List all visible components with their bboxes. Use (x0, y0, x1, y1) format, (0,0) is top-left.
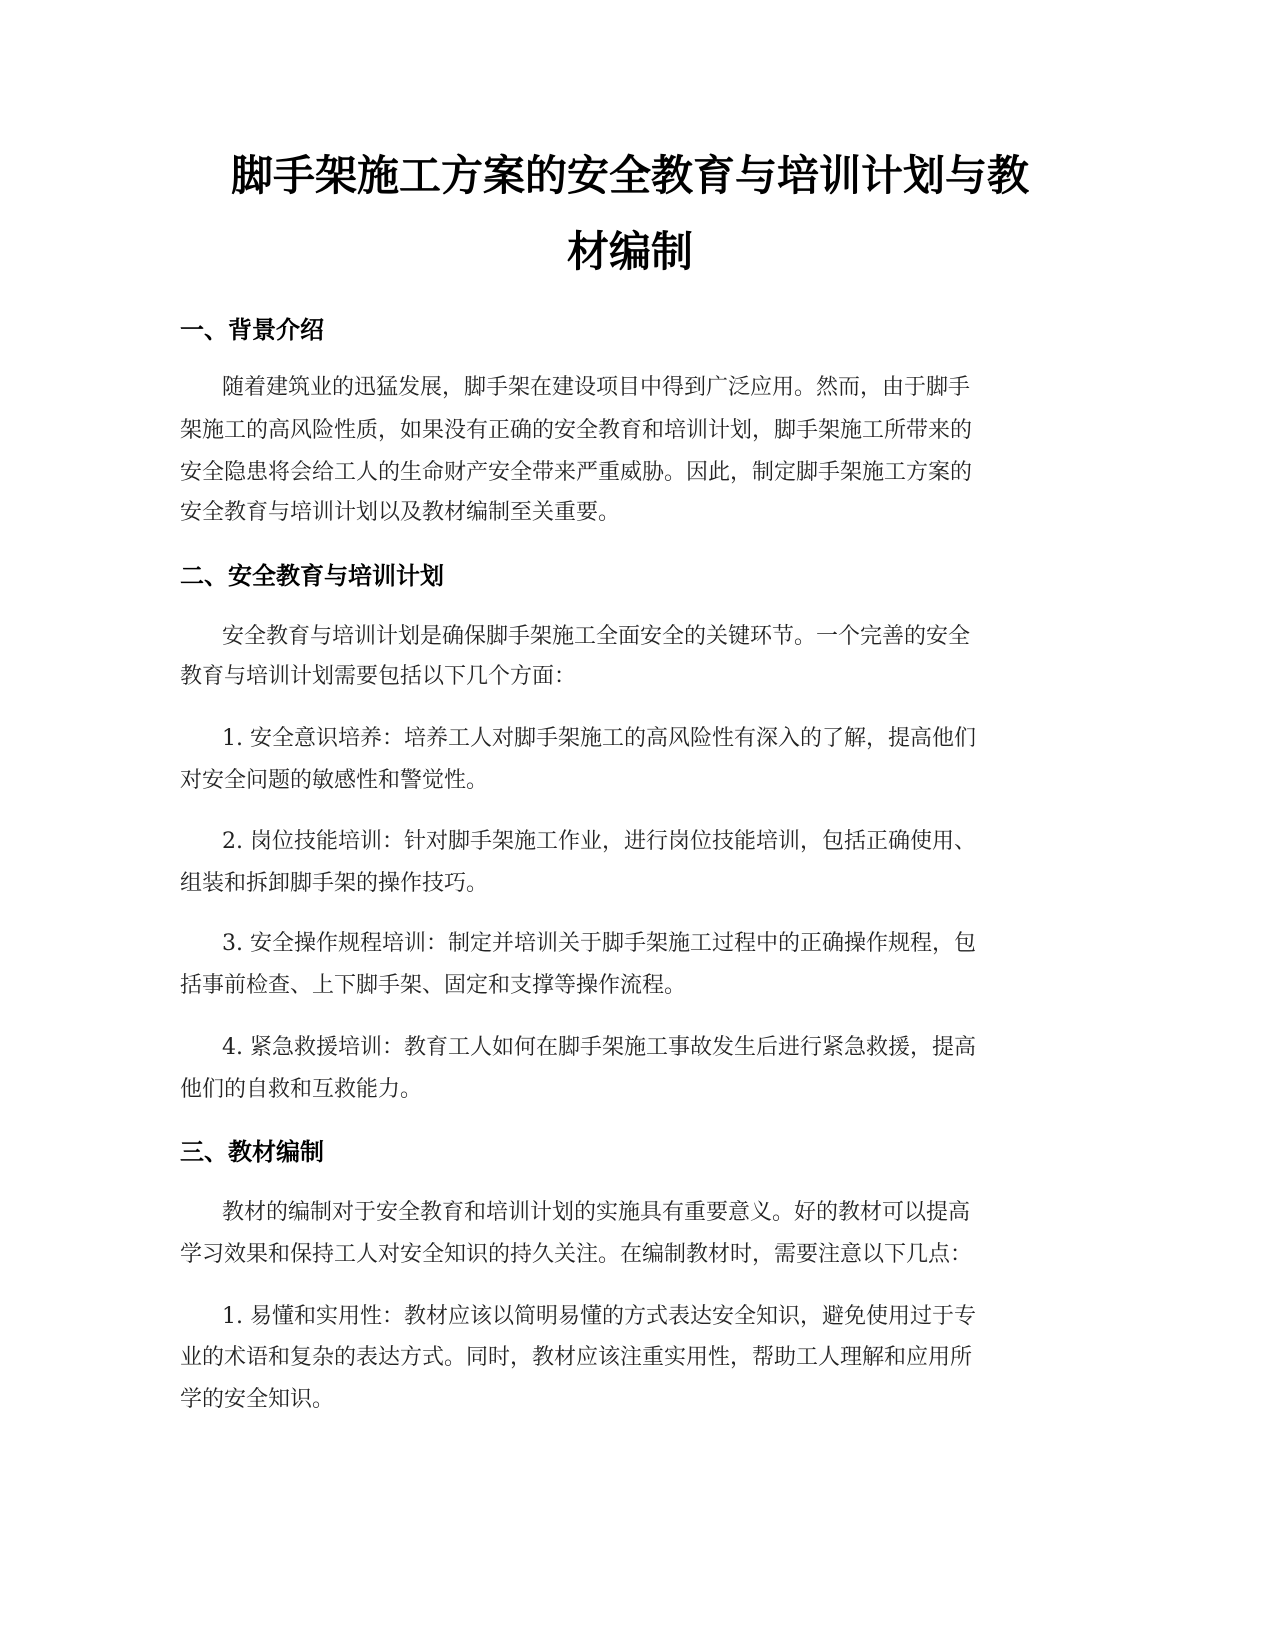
list-item-line: 学的安全知识。 (180, 1387, 335, 1412)
list-item-line: 1. 安全意识培养：培养工人对脚手架施工的高风险性有深入的了解，提高他们 (222, 726, 976, 751)
list-item-line: 括事前检查、上下脚手架、固定和支撑等操作流程。 (180, 973, 687, 998)
paragraph-line: 教材的编制对于安全教育和培训计划的实施具有重要意义。好的教材可以提高 (222, 1200, 971, 1225)
paragraph-line: 架施工的高风险性质，如果没有正确的安全教育和培训计划，脚手架施工所带来的 (180, 418, 973, 443)
list-item-line: 2. 岗位技能培训：针对脚手架施工作业，进行岗位技能培训，包括正确使用、 (222, 829, 976, 854)
list-item-line: 对安全问题的敏感性和警觉性。 (180, 768, 489, 793)
list-item-line: 他们的自救和互救能力。 (180, 1077, 423, 1102)
section-heading-training-plan: 二、安全教育与培训计划 (180, 562, 444, 590)
paragraph-line: 随着建筑业的迅猛发展，脚手架在建设项目中得到广泛应用。然而，由于脚手 (222, 375, 971, 400)
list-item-line: 3. 安全操作规程培训：制定并培训关于脚手架施工过程中的正确操作规程，包 (222, 931, 976, 956)
paragraph-line: 安全教育与培训计划以及教材编制至关重要。 (180, 500, 621, 525)
paragraph-line: 教育与培训计划需要包括以下几个方面： (180, 664, 577, 689)
list-item-line: 1. 易懂和实用性：教材应该以简明易懂的方式表达安全知识，避免使用过于专 (222, 1304, 976, 1329)
list-item-line: 4. 紧急救援培训：教育工人如何在脚手架施工事故发生后进行紧急救援，提高 (222, 1035, 976, 1060)
section-heading-background: 一、背景介绍 (180, 316, 324, 344)
section-heading-materials: 三、教材编制 (180, 1138, 324, 1166)
list-item-line: 组装和拆卸脚手架的操作技巧。 (180, 871, 489, 896)
document-title-line-2: 材编制 (566, 227, 693, 276)
paragraph-line: 学习效果和保持工人对安全知识的持久关注。在编制教材时，需要注意以下几点： (180, 1242, 973, 1267)
paragraph-line: 安全教育与培训计划是确保脚手架施工全面安全的关键环节。一个完善的安全 (222, 624, 971, 649)
document-title-line-1: 脚手架施工方案的安全教育与培训计划与教 (230, 151, 1029, 200)
paragraph-line: 安全隐患将会给工人的生命财产安全带来严重威胁。因此，制定脚手架施工方案的 (180, 460, 973, 485)
list-item-line: 业的术语和复杂的表达方式。同时，教材应该注重实用性，帮助工人理解和应用所 (180, 1345, 973, 1370)
